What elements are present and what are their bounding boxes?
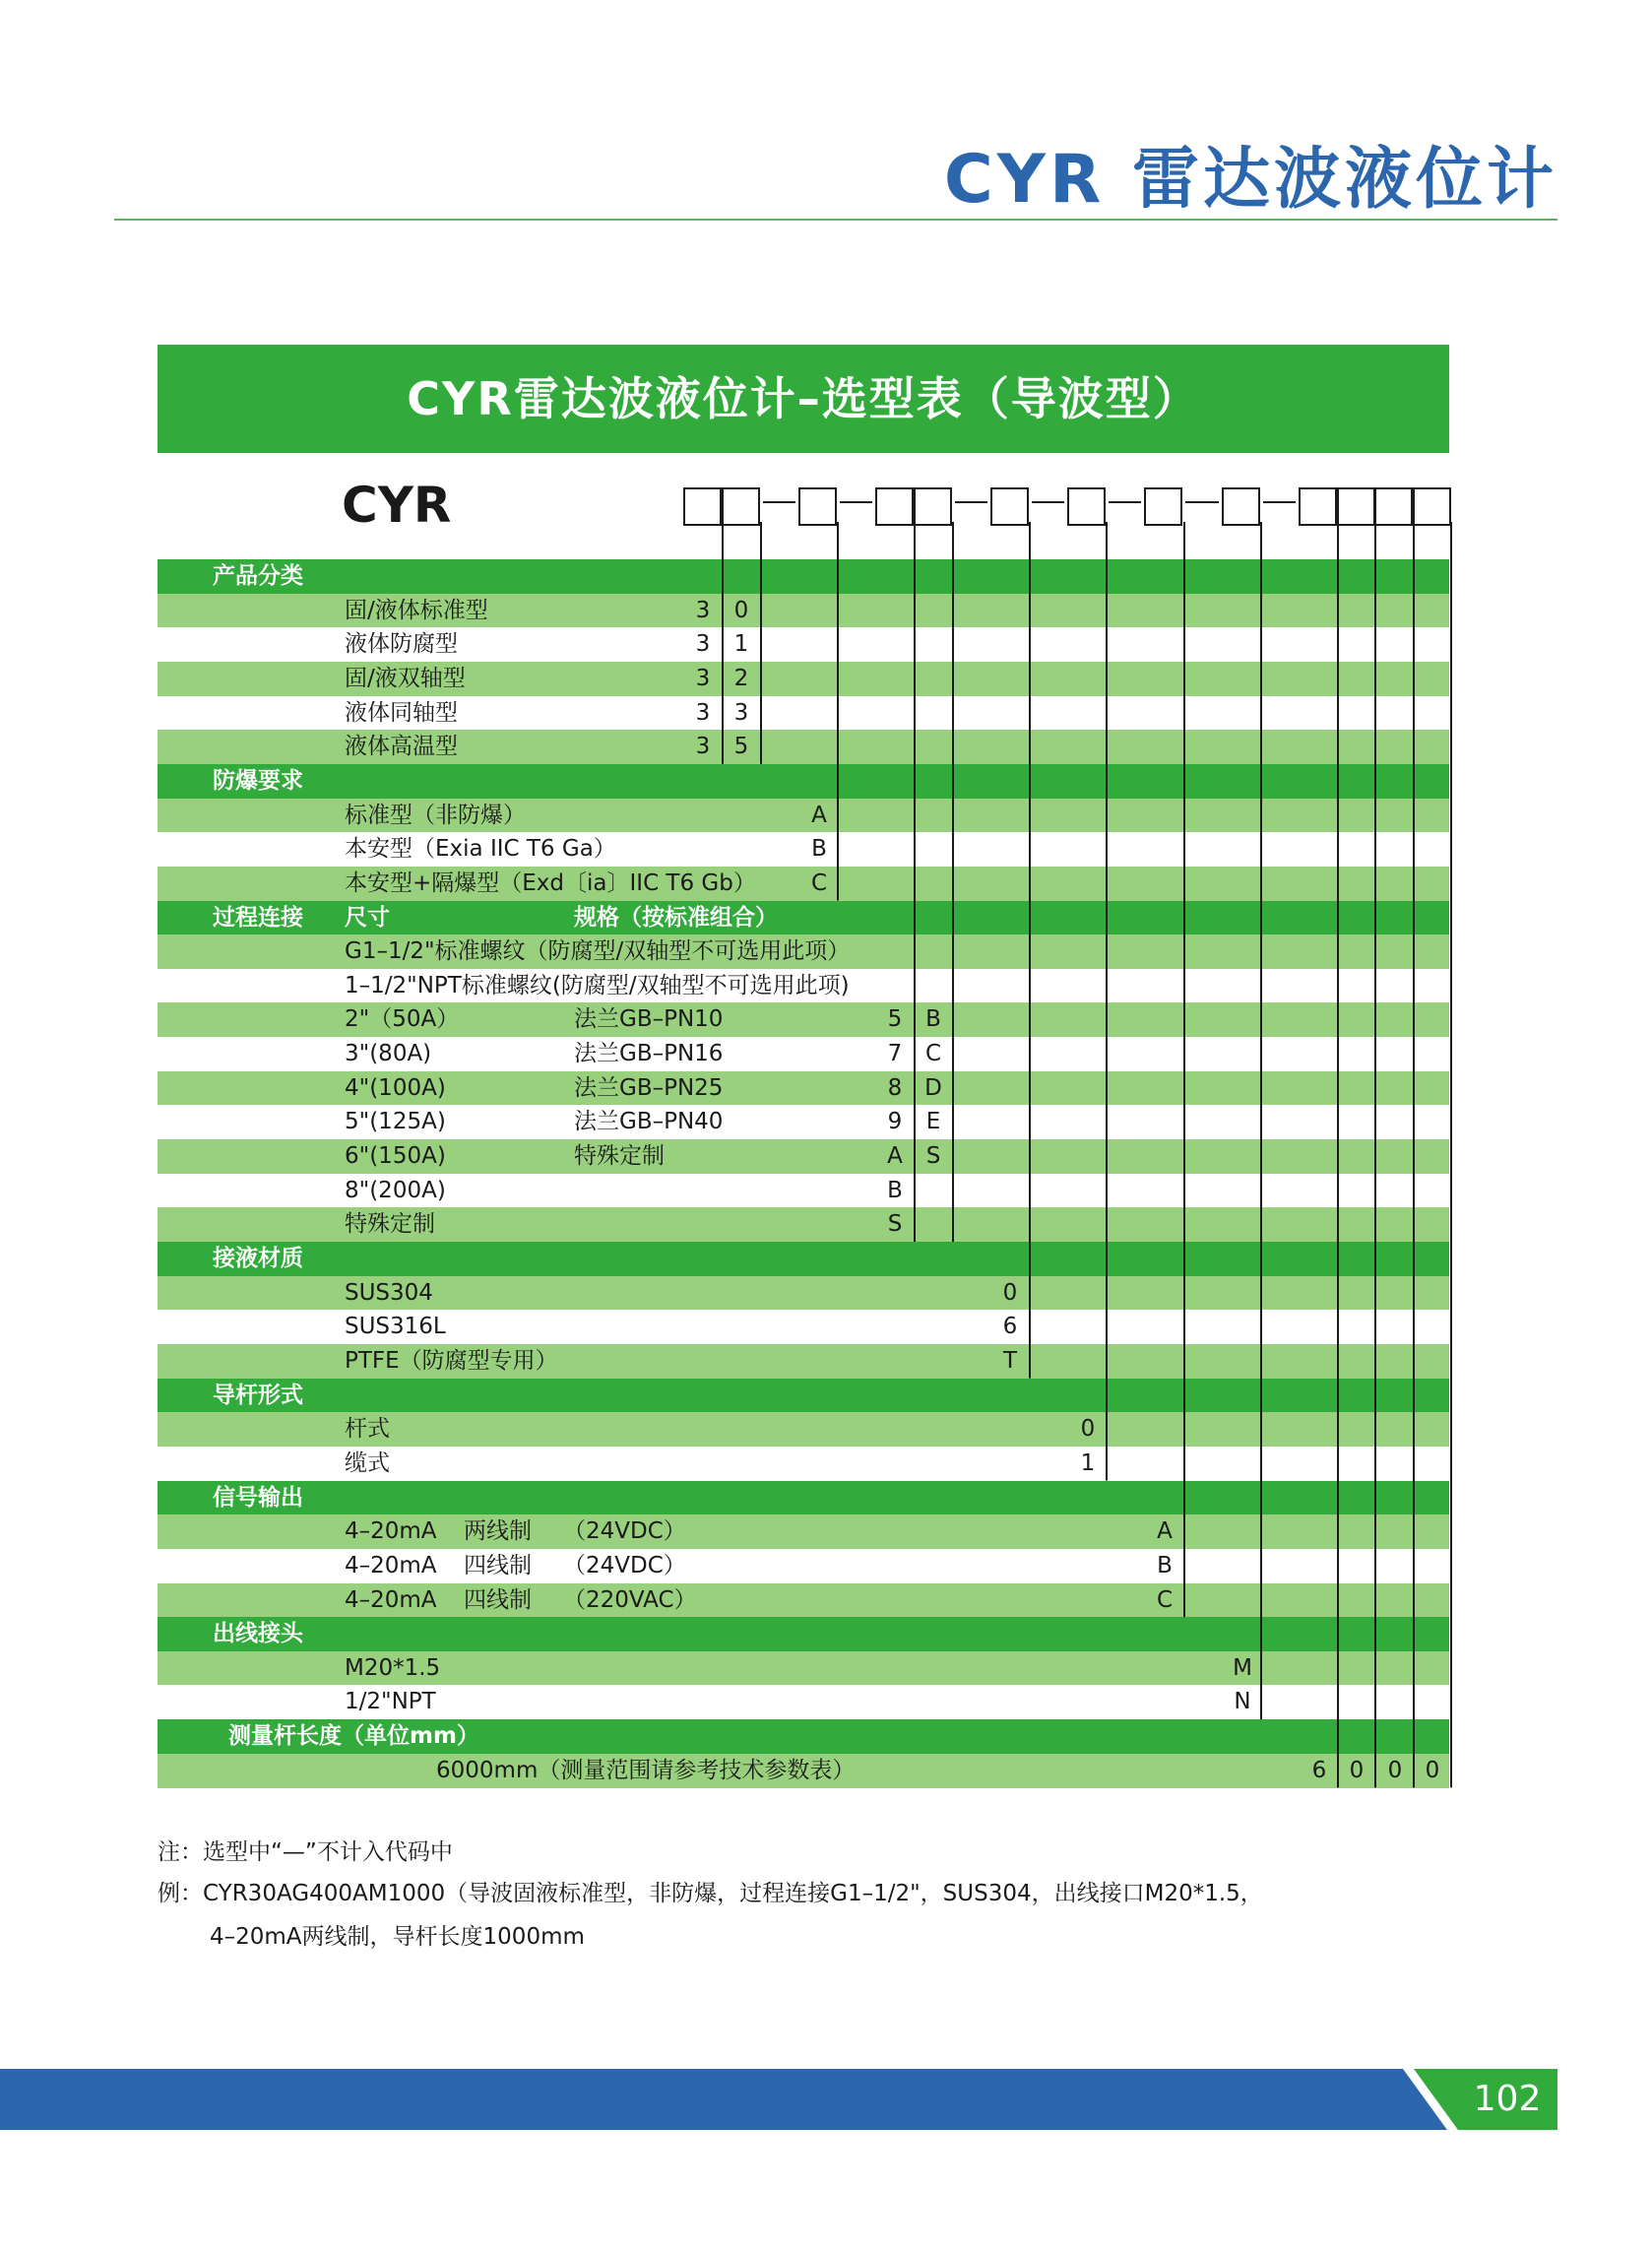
option-spec: （24VDC）	[563, 1518, 686, 1545]
footer-blue-bar	[0, 2069, 1447, 2130]
code-box	[1375, 488, 1412, 525]
section-header-band	[158, 1617, 1449, 1651]
option-label: 5"(125A)	[345, 1109, 446, 1135]
option-code: 5	[887, 1006, 903, 1033]
section-header-band	[158, 1379, 1449, 1413]
option-label: 4–20mA	[345, 1552, 437, 1578]
option-code: B	[1157, 1552, 1173, 1578]
code-box	[684, 488, 721, 525]
section-label: 接液材质	[213, 1246, 303, 1271]
code-box	[991, 488, 1028, 525]
option-label: 4"(100A)	[345, 1074, 446, 1101]
section-header-band	[158, 764, 1449, 799]
option-code: T	[1002, 1347, 1018, 1374]
code-box	[1068, 488, 1105, 525]
option-code: 0	[1002, 1279, 1018, 1306]
option-spec: 法兰GB–PN25	[574, 1074, 724, 1101]
option-label: 固/液双轴型	[345, 665, 466, 691]
code-box	[915, 488, 951, 525]
option-code: 3	[695, 699, 711, 726]
option-code: M	[1233, 1654, 1252, 1681]
page-title: CYR 雷达波液位计	[943, 141, 1557, 219]
code-box	[1300, 488, 1336, 525]
option-code: B	[887, 1177, 903, 1203]
option-spec: （24VDC）	[563, 1552, 686, 1578]
option-wiring: 两线制	[464, 1518, 532, 1545]
section-subheader-spec: 规格（按标准组合）	[574, 904, 778, 931]
option-code: D	[924, 1074, 942, 1101]
option-label: 1/2"NPT	[345, 1689, 436, 1715]
option-code: 6	[1311, 1757, 1327, 1783]
option-spec: 法兰GB–PN10	[574, 1006, 724, 1033]
option-label: 3"(80A)	[345, 1041, 432, 1067]
option-code: B	[925, 1006, 941, 1033]
option-label: 特殊定制	[345, 1211, 435, 1238]
example-line-1: 例：CYR30AG400AM1000（导波固液标准型，非防爆，过程连接G1–1/2"，SUS304，出线接口M20*1.5，	[158, 1881, 1263, 1906]
option-code: C	[810, 869, 828, 896]
option-wiring: 四线制	[464, 1586, 532, 1613]
option-code: N	[1234, 1689, 1251, 1715]
option-code: 3	[733, 699, 749, 726]
option-code: 2	[733, 665, 749, 691]
option-code: 5	[733, 734, 749, 760]
option-code: E	[925, 1109, 941, 1135]
option-label: 2"（50A）	[345, 1006, 460, 1033]
code-box	[723, 488, 759, 525]
option-code: 1	[733, 631, 749, 658]
option-label: 标准型（非防爆）	[345, 802, 526, 828]
selection-table-banner: CYR雷达波液位计–选型表（导波型）	[158, 345, 1449, 453]
section-label: 测量杆长度（单位mm）	[228, 1723, 479, 1750]
section-header-band	[158, 559, 1449, 594]
option-label: M20*1.5	[345, 1654, 441, 1681]
option-code: 3	[695, 665, 711, 691]
option-code: B	[811, 836, 827, 863]
option-spec: （220VAC）	[563, 1586, 697, 1613]
option-code: C	[1156, 1586, 1174, 1613]
option-label: G1–1/2"标准螺纹（防腐型/双轴型不可选用此项）	[345, 938, 851, 965]
option-code: 6	[1002, 1314, 1018, 1340]
code-box	[1414, 488, 1450, 525]
section-label: 产品分类	[213, 563, 303, 589]
option-label: PTFE（防腐型专用）	[345, 1347, 558, 1374]
option-code: 9	[887, 1109, 903, 1135]
option-spec: 特殊定制	[574, 1143, 665, 1170]
option-code: S	[887, 1211, 903, 1238]
option-label: 4–20mA	[345, 1586, 437, 1613]
note-line: 注：选型中“—”不计入代码中	[158, 1839, 453, 1865]
option-label: 杆式	[345, 1416, 390, 1443]
option-code: 0	[733, 597, 749, 623]
example-line-2: 4–20mA两线制，导杆长度1000mm	[210, 1924, 585, 1950]
option-code: A	[1157, 1518, 1173, 1545]
option-label: 缆式	[345, 1449, 390, 1476]
option-code: 0	[1387, 1757, 1403, 1783]
option-spec: 法兰GB–PN16	[574, 1041, 724, 1067]
code-box	[876, 488, 913, 525]
section-subheader-size: 尺寸	[345, 904, 390, 931]
title-divider	[114, 219, 1557, 221]
code-box	[1223, 488, 1259, 525]
section-label: 导杆形式	[213, 1382, 303, 1408]
option-wiring: 四线制	[464, 1552, 532, 1578]
option-code: A	[811, 802, 827, 828]
option-label: 1–1/2"NPT标准螺纹(防腐型/双轴型不可选用此项)	[345, 972, 850, 998]
code-box	[799, 488, 836, 525]
option-label: 液体防腐型	[345, 631, 458, 658]
option-code: S	[925, 1143, 941, 1170]
option-code: A	[887, 1143, 903, 1170]
option-label: 4–20mA	[345, 1518, 437, 1545]
option-label: 8"(200A)	[345, 1177, 446, 1203]
code-box	[1338, 488, 1374, 525]
option-label: 本安型+隔爆型（Exd〔ia〕IIC T6 Gb）	[345, 869, 756, 896]
option-code: 3	[695, 597, 711, 623]
option-label: 6"(150A)	[345, 1143, 446, 1170]
option-code: C	[924, 1041, 942, 1067]
option-code: 8	[887, 1074, 903, 1101]
section-label: 过程连接	[213, 904, 303, 931]
model-prefix: CYR	[342, 477, 452, 534]
option-label: SUS304	[345, 1279, 433, 1306]
option-code: 7	[887, 1041, 903, 1067]
option-label: 液体高温型	[345, 734, 458, 760]
code-box	[1145, 488, 1181, 525]
section-label: 防爆要求	[213, 767, 303, 794]
section-header-band	[158, 1242, 1449, 1276]
section-label: 出线接头	[213, 1621, 303, 1647]
option-label: 本安型（Exia IIC T6 Ga）	[345, 836, 616, 863]
option-label: 液体同轴型	[345, 699, 458, 726]
option-code: 0	[1080, 1416, 1096, 1443]
page-number: 102	[1473, 2079, 1542, 2119]
option-code: 3	[695, 631, 711, 658]
option-code: 3	[695, 734, 711, 760]
option-code: 0	[1425, 1757, 1440, 1783]
option-label: 6000mm（测量范围请参考技术参数表）	[436, 1757, 856, 1783]
option-label: 固/液体标准型	[345, 597, 488, 623]
option-code: 0	[1349, 1757, 1365, 1783]
option-spec: 法兰GB–PN40	[574, 1109, 724, 1135]
option-code: 1	[1080, 1449, 1096, 1476]
section-header-band	[158, 1481, 1449, 1515]
option-label: SUS316L	[345, 1314, 446, 1340]
section-label: 信号输出	[213, 1484, 303, 1511]
